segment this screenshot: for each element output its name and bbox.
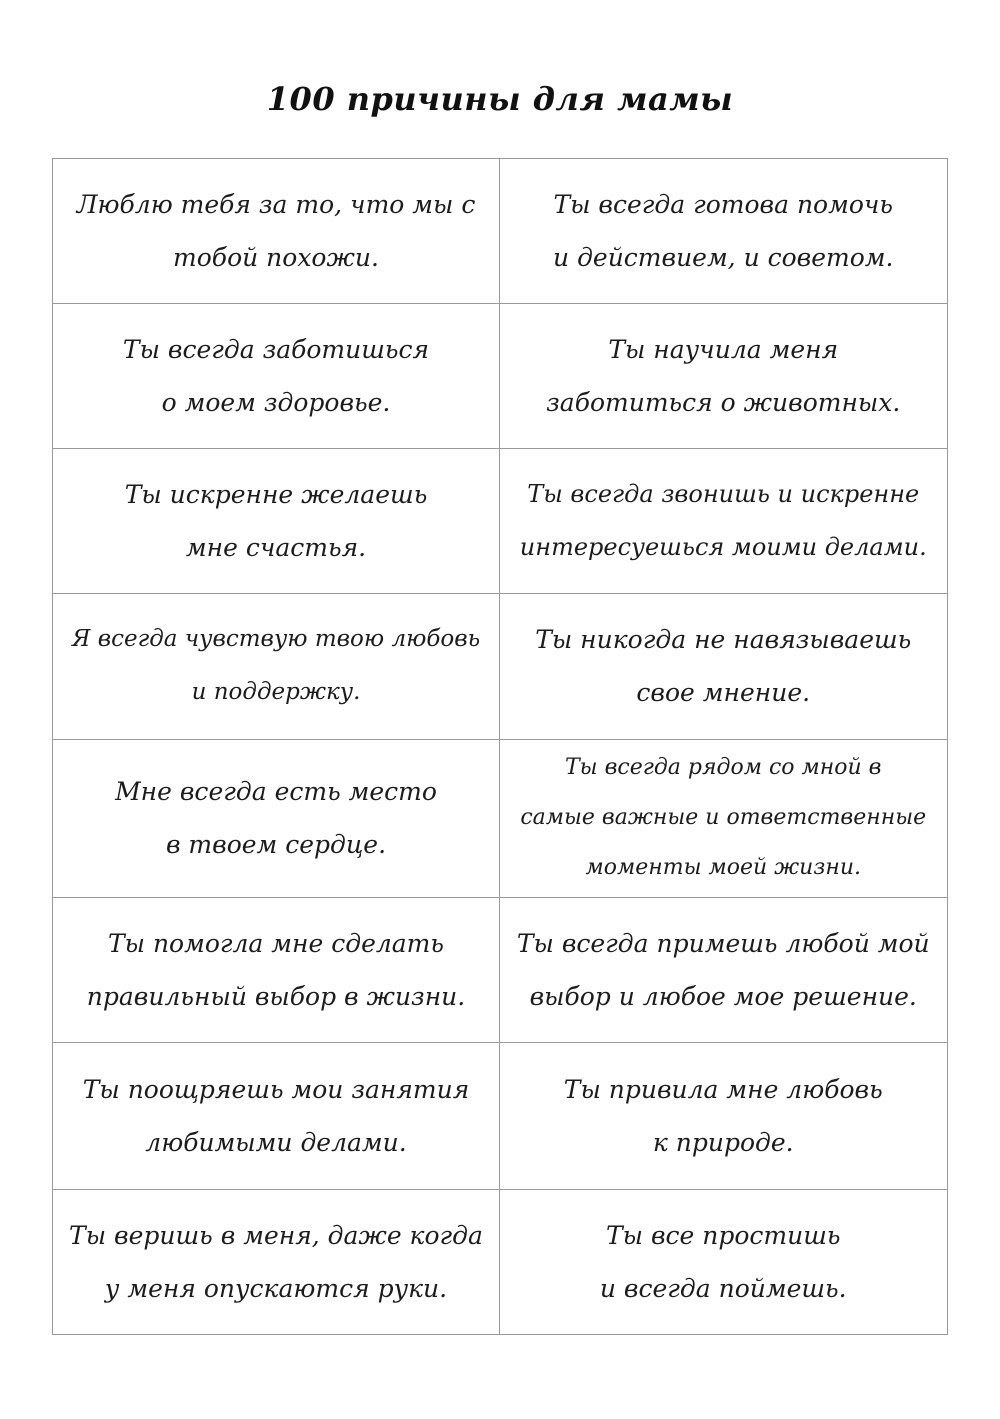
card-row (52, 159, 948, 304)
reason-card (499, 303, 949, 450)
reason-line: Ты никогда не навязываешь (535, 625, 912, 655)
page-title: 100 причины для мамы (266, 80, 734, 118)
reason-card (52, 1042, 500, 1191)
reason-line: любимыми делами. (145, 1127, 407, 1157)
reason-card (499, 158, 949, 305)
reason-card (52, 1189, 500, 1336)
reason-line: Ты всегда готова помочь (553, 189, 894, 219)
reason-text (532, 323, 914, 429)
reason-card (52, 303, 500, 450)
card-row (52, 1190, 948, 1335)
reason-line: в твоем сердце. (165, 830, 387, 860)
reason-text (550, 1063, 897, 1169)
reason-line: Люблю тебя за то, что мы с (76, 189, 476, 219)
reason-line: мне счастья. (185, 532, 367, 562)
card-row (52, 898, 948, 1043)
reason-line: Я всегда чувствую твою любовь (71, 626, 481, 653)
reason-line: свое мнение. (636, 678, 811, 708)
reason-text (521, 613, 925, 719)
reason-text (586, 1209, 861, 1315)
reason-line: Ты всегда примешь любой мой (516, 928, 930, 958)
reason-line: у меня опускаются руки. (104, 1273, 448, 1303)
reason-line: Ты искренне желаешь (124, 479, 428, 509)
reason-line: и поддержку. (191, 679, 361, 706)
card-row (52, 304, 948, 449)
reason-line: Ты поощряешь мои занятия (82, 1074, 470, 1104)
reason-line: Ты научила меня (608, 334, 839, 364)
reason-card (52, 897, 500, 1044)
reason-text (73, 917, 479, 1023)
reason-card (499, 1189, 949, 1336)
reason-text (503, 917, 944, 1023)
reason-line: и всегда поймешь. (599, 1273, 847, 1303)
reason-line: выбор и любое мое решение. (529, 981, 917, 1011)
reason-line: к природе. (652, 1127, 794, 1157)
reason-card (499, 739, 949, 899)
reason-text (101, 765, 451, 871)
reason-card (499, 897, 949, 1044)
card-row (52, 740, 948, 898)
card-row (52, 594, 948, 740)
reason-line: о моем здоровье. (161, 387, 391, 417)
reason-card (52, 448, 500, 595)
reason-card (52, 593, 500, 741)
reason-line: Ты веришь в меня, даже когда (69, 1220, 483, 1250)
reason-cards-grid (52, 159, 948, 1335)
reason-card (52, 739, 500, 899)
reason-line: тобой похожи. (173, 242, 379, 272)
reason-line: самые важные и ответственные (520, 805, 927, 831)
reason-line: заботиться о животных. (546, 387, 901, 417)
reason-text (69, 1063, 484, 1169)
reason-line: Ты всегда рядом со мной в (565, 755, 882, 781)
reason-line: Ты помогла мне сделать (107, 928, 445, 958)
reason-text (111, 468, 442, 574)
reason-line: правильный выбор в жизни. (86, 981, 466, 1011)
reason-card (499, 593, 949, 741)
reason-text (506, 468, 941, 574)
reason-line: моменты моей жизни. (585, 855, 861, 881)
reason-line: Ты привила мне любовь (563, 1074, 883, 1104)
reason-card (499, 1042, 949, 1191)
reason-line: Ты всегда звонишь и искренне (527, 479, 920, 508)
reason-card (52, 158, 500, 305)
reason-text (539, 178, 907, 284)
reason-text (109, 323, 443, 429)
reason-card (499, 448, 949, 595)
card-row (52, 1043, 948, 1190)
reason-line: интересуешься моими делами. (519, 532, 927, 561)
reason-text (63, 178, 490, 284)
reason-line: и действием, и советом. (553, 242, 894, 272)
reason-line: Мне всегда есть место (115, 777, 437, 807)
reason-text (55, 1209, 497, 1315)
reason-line: Ты всегда заботишься (122, 334, 430, 364)
reason-text (506, 743, 940, 893)
reason-text (58, 613, 494, 719)
reason-line: Ты все простишь (605, 1220, 841, 1250)
card-row (52, 449, 948, 594)
